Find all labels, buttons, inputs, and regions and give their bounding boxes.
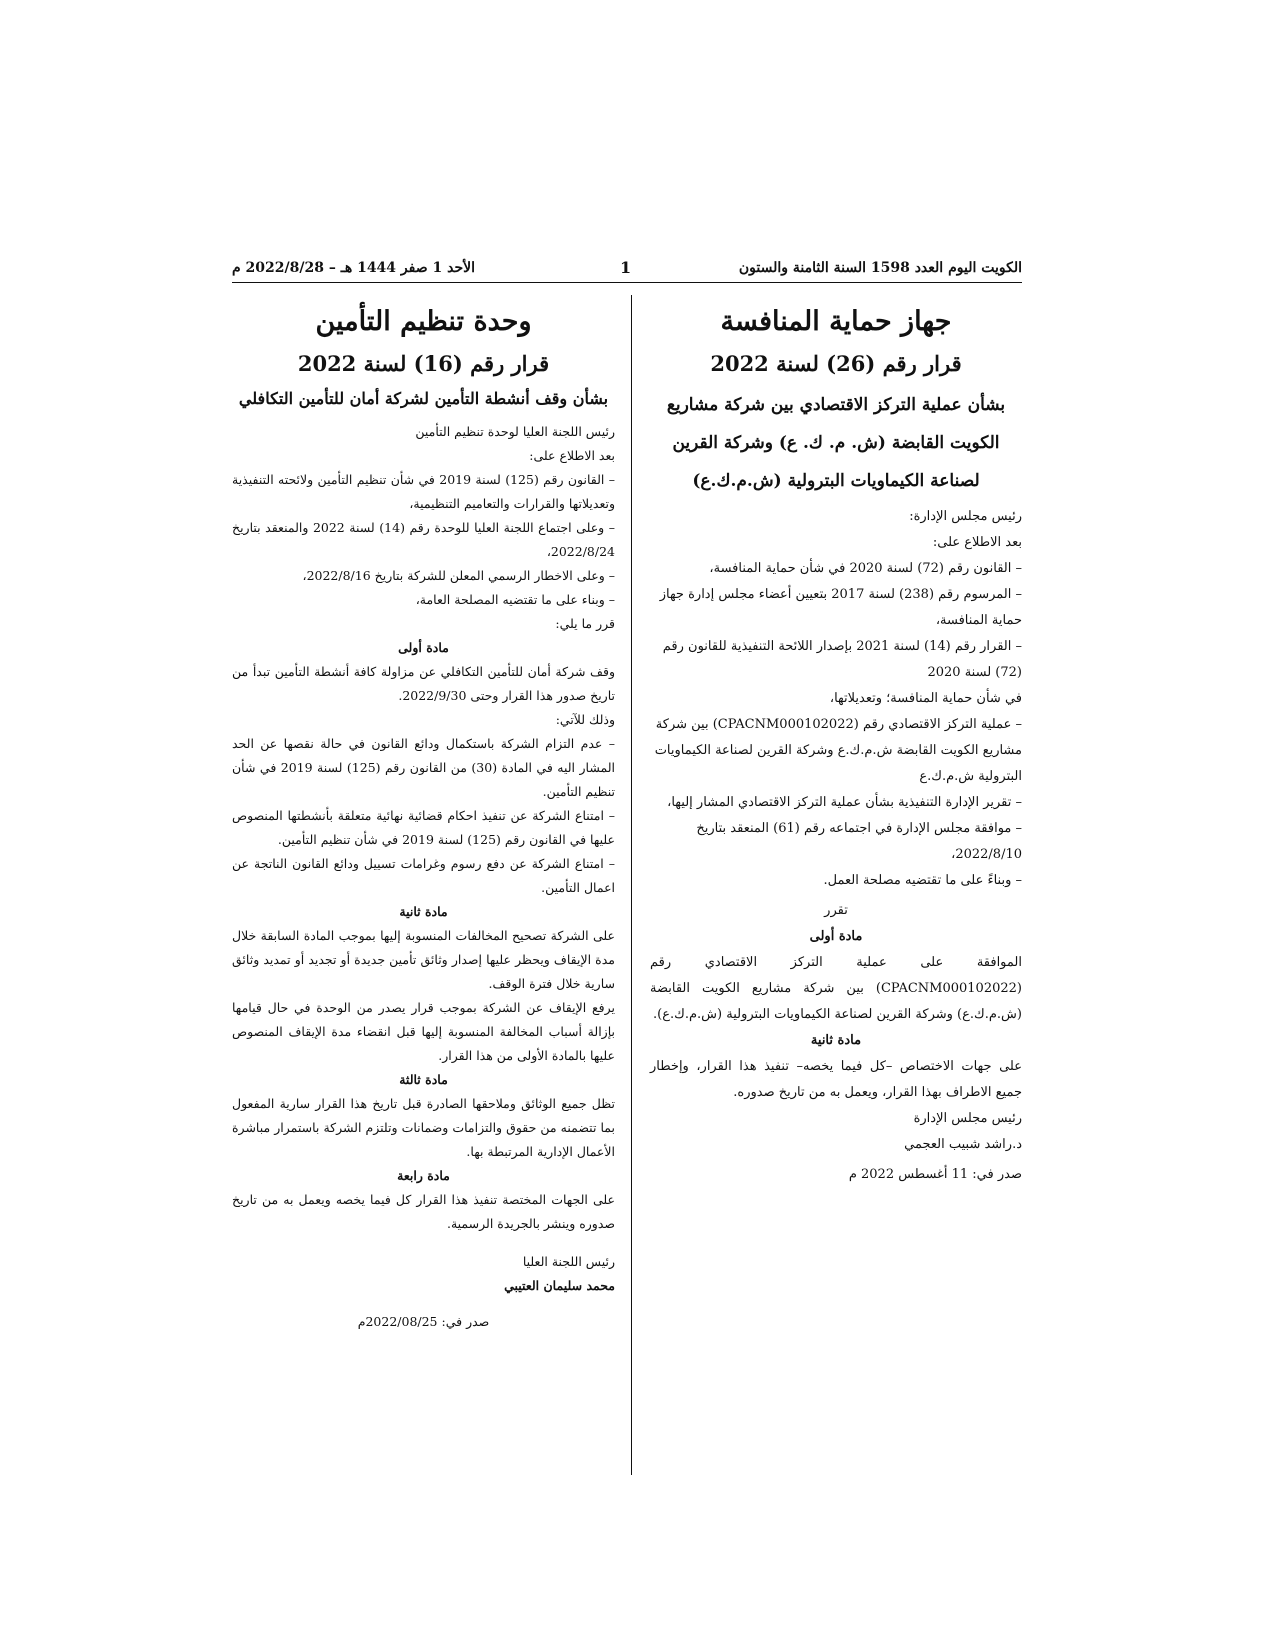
- preamble-line: – المرسوم رقم (238) لسنة 2017 بتعيين أعضاء مجلس إدارة جهاز حماية المنافسة،: [659, 587, 1022, 628]
- article-text: تظل جميع الوثائق وملاحقها الصادرة قبل تاريخ هذا القرار سارية المفعول بما تتضمنه من حقوق والتزامات وضمانات وتلتزم الشركة باستمرار مباشرة الأعمال الإدارية المرتبطة بها.: [232, 1096, 615, 1159]
- right-column: [650, 300, 1022, 1188]
- left-column: [232, 300, 615, 1334]
- preamble-line: بعد الاطلاع على:: [529, 448, 615, 463]
- article-text: على جهات الاختصاص –كل فيما يخصه– تنفيذ هذا القرار، وإخطار جميع الاطراف بهذا القرار، ويعمل به من تاريخ صدوره.: [650, 1059, 1022, 1100]
- preamble-line: – وعلى الاخطار الرسمي المعلن للشركة بتاريخ 2022/8/16،: [302, 568, 615, 583]
- page-number: 1: [620, 258, 632, 277]
- column-divider: [631, 295, 632, 1475]
- preamble-line: – وبناء على ما تقتضيه المصلحة العامة،: [415, 592, 615, 607]
- org-title: وحدة تنظيم التأمين: [315, 306, 532, 337]
- article-title: مادة رابعة: [397, 1168, 450, 1183]
- issue-date: صدر في: 2022/08/25م: [357, 1314, 490, 1329]
- decision-number: قرار رقم (16) لسنة 2022: [297, 351, 550, 376]
- preamble-line: – عملية التركز الاقتصادي رقم (CPACNM000102022) بين شركة مشاريع الكويت القابضة ش.م.ك.ع وشركة القرين لصناعة الكيماويات البترولية ش.م.ك.ع: [654, 717, 1022, 784]
- header-date: الأحد 1 صفر 1444 هـ – 2022/8/28 م: [232, 260, 476, 276]
- article-title: مادة ثانية: [810, 1033, 862, 1048]
- article-point: – امتناع الشركة عن دفع رسوم وغرامات تسييل ودائع القانون الناتجة عن اعمال التأمين.: [232, 856, 615, 895]
- signer-title: رئيس مجلس الإدارة: [913, 1111, 1022, 1126]
- preamble-line: – القانون رقم (125) لسنة 2019 في شأن تنظيم التأمين ولائحته التنفيذية وتعديلاتها والقرارات والتعاميم التنظيمية،: [232, 472, 615, 511]
- article-point: – عدم التزام الشركة باستكمال ودائع القانون في حالة نقصها عن الحد المشار اليه في المادة (30) من القانون رقم (125) لسنة 2019 في شأن تنظيم التأمين.: [232, 736, 615, 799]
- org-title: جهاز حماية المنافسة: [720, 306, 952, 337]
- preamble-line: – تقرير الإدارة التنفيذية بشأن عملية التركز الاقتصادي المشار إليها،: [667, 795, 1022, 810]
- preamble-line: – موافقة مجلس الإدارة في اجتماعه رقم (61) المنعقد بتاريخ 2022/8/10،: [696, 821, 1022, 862]
- article-text: الموافقة على عملية التركز الاقتصادي رقم (CPACNM000102022) بين شركة مشاريع الكويت القابضة (ش.م.ك.ع) وشركة القرين لصناعة الكيماويات البترولية (ش.م.ك.ع).: [650, 955, 1022, 1022]
- signer-name: محمد سليمان العتيبي: [504, 1278, 615, 1293]
- article-text: على الجهات المختصة تنفيذ هذا القرار كل فيما يخصه ويعمل به من تاريخ صدوره وينشر بالجريدة الرسمية.: [232, 1192, 615, 1231]
- article-text: يرفع الإيقاف عن الشركة بموجب قرار يصدر من الوحدة في حال قيامها بإزالة أسباب المخالفة المنسوبة إليها قبل انقضاء مدة الإيقاف المنصوص عليها بالمادة الأولى من هذا القرار.: [232, 1000, 615, 1063]
- preamble-line: بعد الاطلاع على:: [932, 535, 1022, 550]
- preamble-line: رئيس مجلس الإدارة:: [909, 509, 1022, 524]
- article-title: مادة ثانية: [399, 904, 448, 919]
- preamble-line: في شأن حماية المنافسة؛ وتعديلاتها،: [829, 691, 1022, 706]
- decision-subject: بشأن وقف أنشطة التأمين لشركة أمان للتأمين التكافلي: [238, 389, 609, 408]
- article-title: مادة أولى: [398, 640, 449, 655]
- signer-name: د.راشد شبيب العجمي: [904, 1137, 1022, 1152]
- decision-subject: بشأن عملية التركز الاقتصادي بين شركة مشاريع الكويت القابضة (ش. م. ك. ع) وشركة القرين لصناعة الكيماويات البترولية (ش.م.ك.ع): [666, 395, 1006, 491]
- page-header: [232, 258, 1022, 282]
- preamble-line: – وبناءً على ما تقتضيه مصلحة العمل.: [823, 873, 1022, 888]
- article-title: مادة ثالثة: [399, 1072, 448, 1087]
- preamble-line: – القانون رقم (72) لسنة 2020 في شأن حماية المنافسة،: [709, 561, 1022, 576]
- decision-number: قرار رقم (26) لسنة 2022: [710, 351, 962, 376]
- article-title: مادة أولى: [809, 929, 863, 944]
- signer-title: رئيس اللجنة العليا: [522, 1254, 615, 1269]
- header-issue-info: الكويت اليوم العدد 1598 السنة الثامنة والستون: [738, 260, 1022, 276]
- decides-label: تقرر: [824, 903, 848, 918]
- preamble-line: – وعلى اجتماع اللجنة العليا للوحدة رقم (14) لسنة 2022 والمنعقد بتاريخ 2022/8/24،: [232, 520, 616, 559]
- article-intro: وذلك للآتي:: [555, 712, 615, 727]
- header-rule: [232, 282, 1022, 283]
- preamble-line: قرر ما يلي:: [555, 616, 615, 631]
- preamble-line: رئيس اللجنة العليا لوحدة تنظيم التأمين: [415, 424, 615, 439]
- article-text: على الشركة تصحيح المخالفات المنسوبة إليها بموجب المادة السابقة خلال مدة الإيقاف ويحظر عليها إصدار وثائق تأمين جديدة أو تجديد أو تمديد وثائق سارية خلال فترة الوقف.: [232, 928, 615, 991]
- issue-date: صدر في: 11 أغسطس 2022 م: [848, 1167, 1022, 1182]
- article-point: – امتناع الشركة عن تنفيذ احكام قضائية نهائية متعلقة بأنشطتها المنصوص عليها في القانون رقم (125) لسنة 2019 في شأن تنظيم التأمين.: [232, 808, 615, 847]
- article-text: وقف شركة أمان للتأمين التكافلي عن مزاولة كافة أنشطة التأمين تبدأ من تاريخ صدور هذا القرار وحتى 2022/9/30.: [232, 664, 615, 703]
- preamble-line: – القرار رقم (14) لسنة 2021 بإصدار اللائحة التنفيذية للقانون رقم (72) لسنة 2020: [662, 639, 1022, 680]
